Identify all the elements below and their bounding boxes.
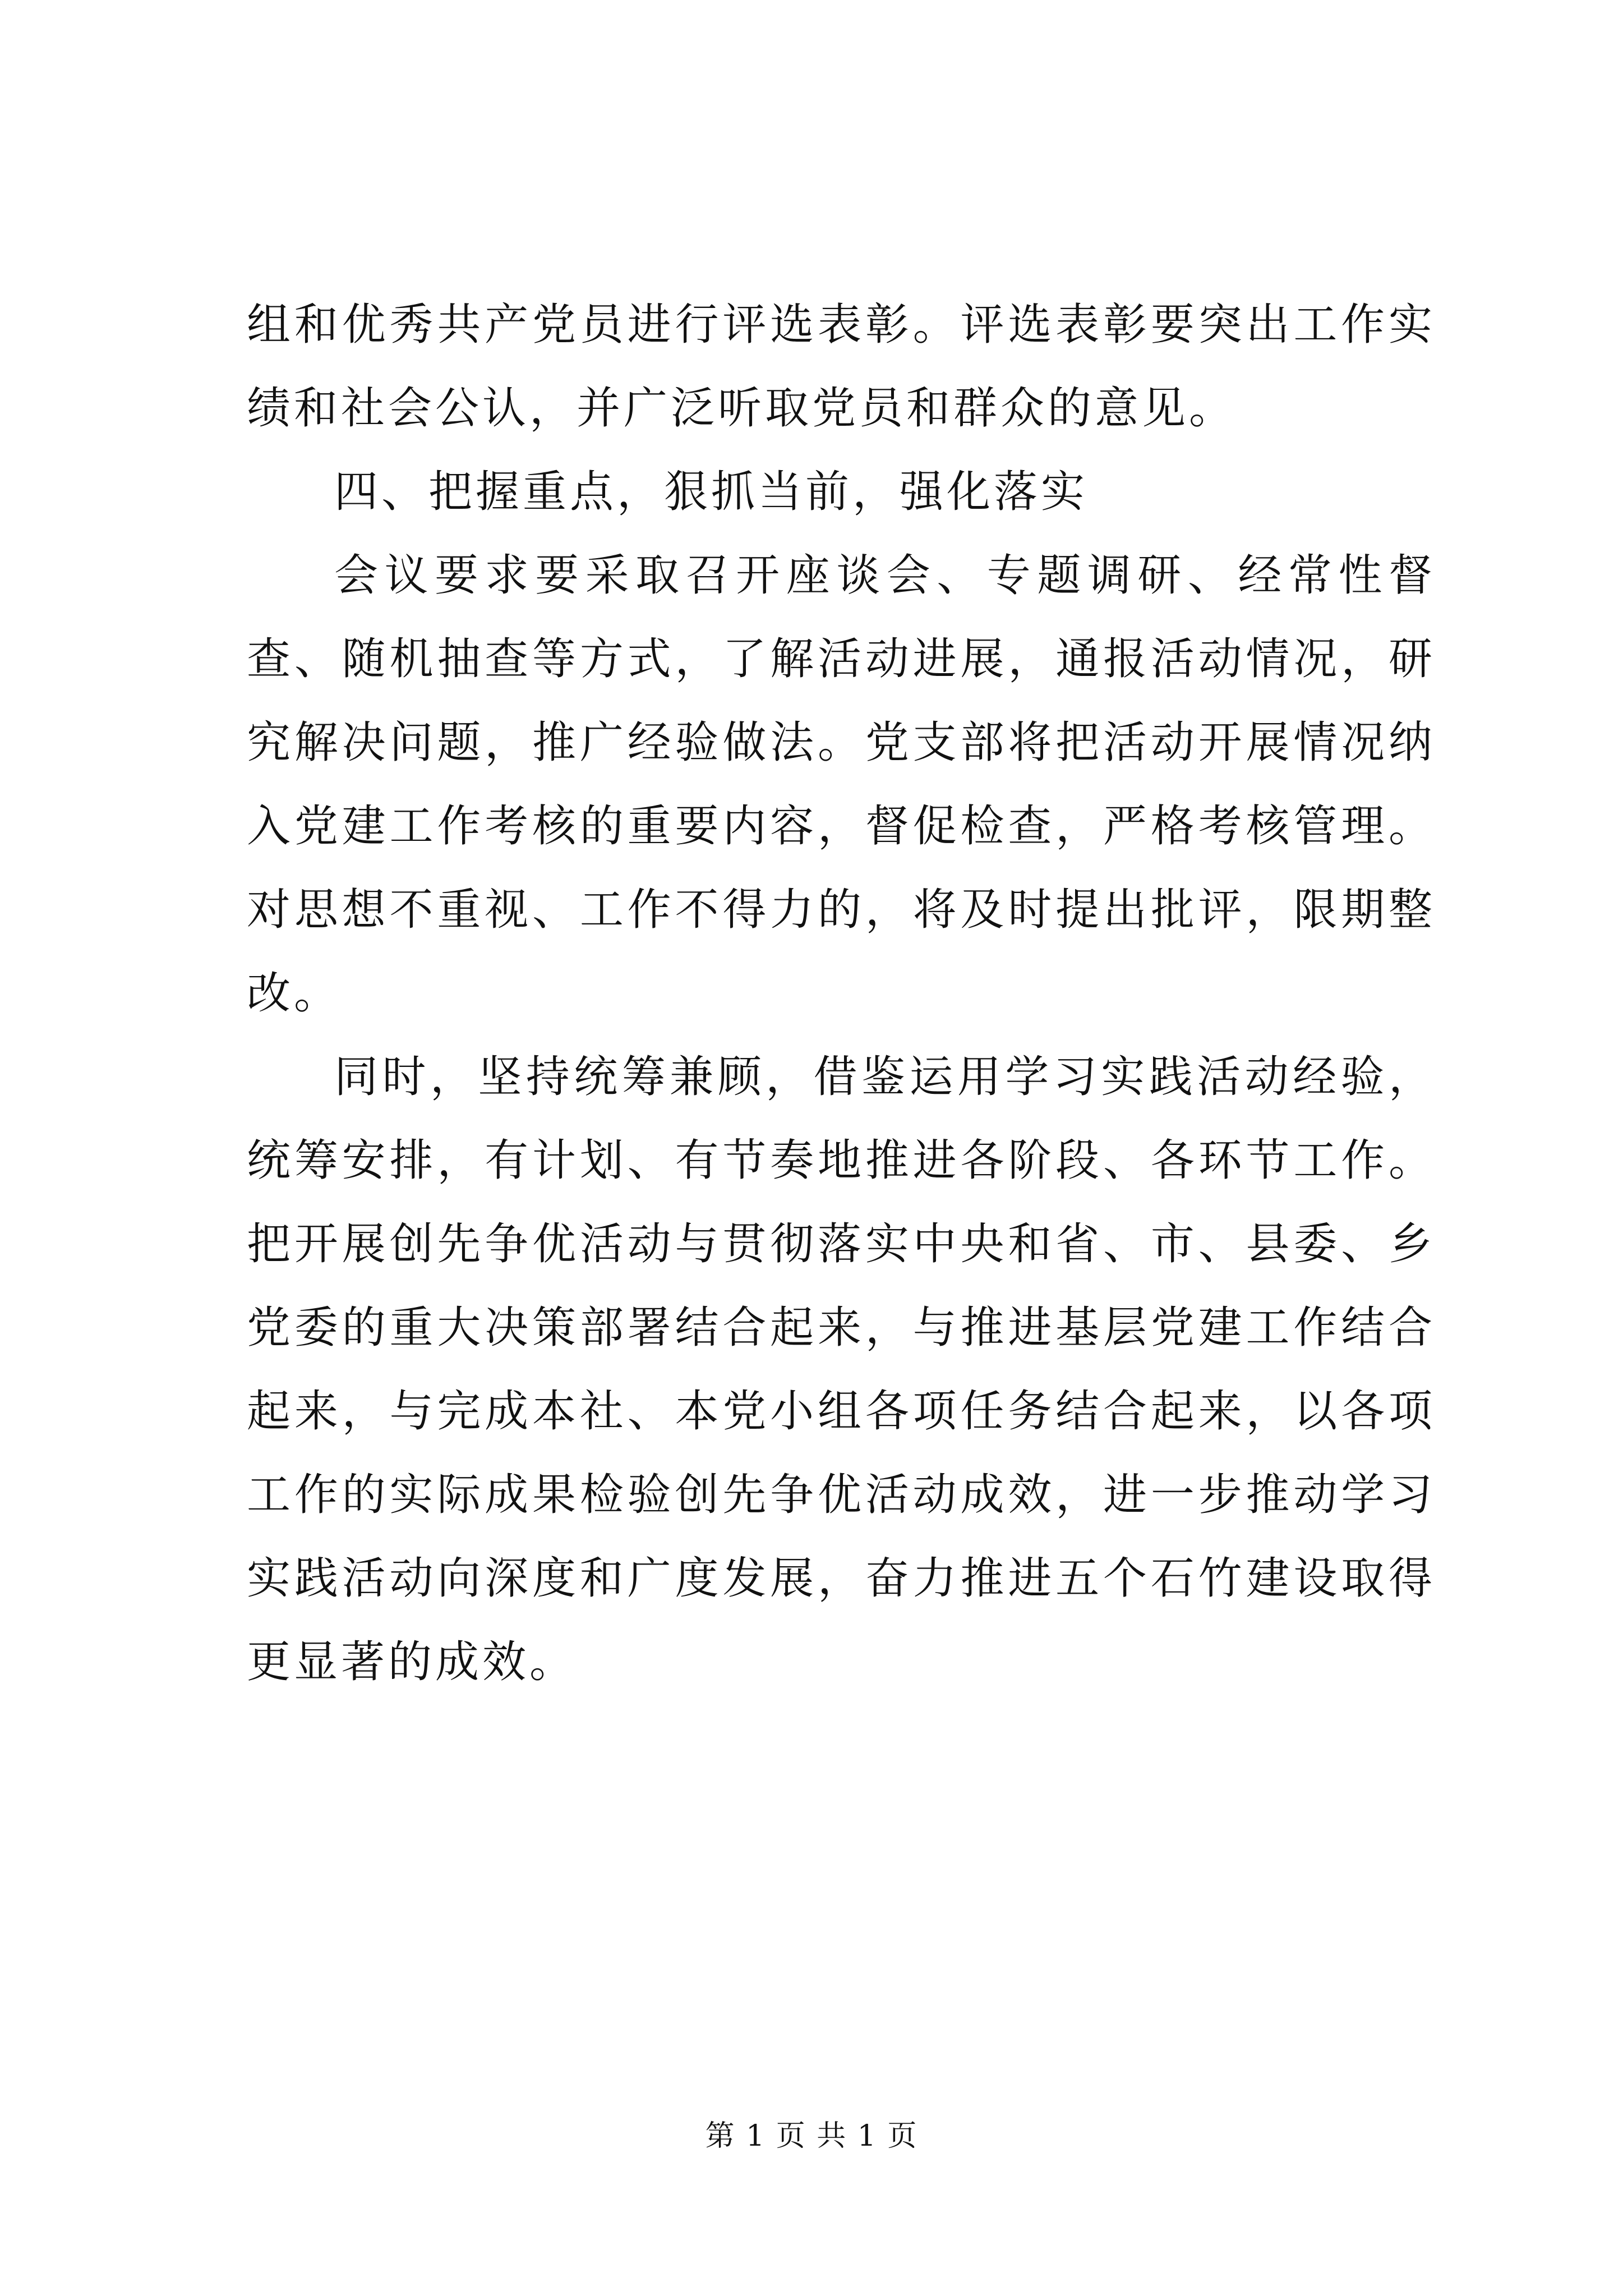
paragraph-continuation: 组和优秀共产党员进行评选表彰。评选表彰要突出工作实绩和社会公认，并广泛听取党员和群众的意见。: [247, 300, 1436, 434]
paragraph-coordination: 同时，坚持统筹兼顾，借鉴运用学习实践活动经验，统筹安排，有计划、有节奏地推进各阶段、各环节工作。把开展创先争优活动与贯彻落实中央和省、市、县委、乡党委的重大决策部署结合起来，与推进基层党建工作结合起来，与完成本社、本党小组各项任务结合起来，以各项工作的实际成果检验创先争优活动成效，进一步推动学习实践活动向深度和广度发展，奋力推进五个石竹建设取得更显著的成效。: [247, 1052, 1436, 1687]
section-heading: 四、把握重点，狠抓当前，强化落实: [334, 467, 1089, 517]
paragraph-meeting-requirements: 会议要求要采取召开座谈会、专题调研、经常性督查、随机抽查等方式，了解活动进展，通报活动情况，研究解决问题，推广经验做法。党支部将把活动开展情况纳入党建工作考核的重要内容，督促检查，严格考核管理。对思想不重视、工作不得力的，将及时提出批评，限期整改。: [247, 550, 1436, 1019]
page-footer: 第 1 页 共 1 页: [705, 2119, 918, 2153]
document-body: [247, 283, 1436, 1704]
